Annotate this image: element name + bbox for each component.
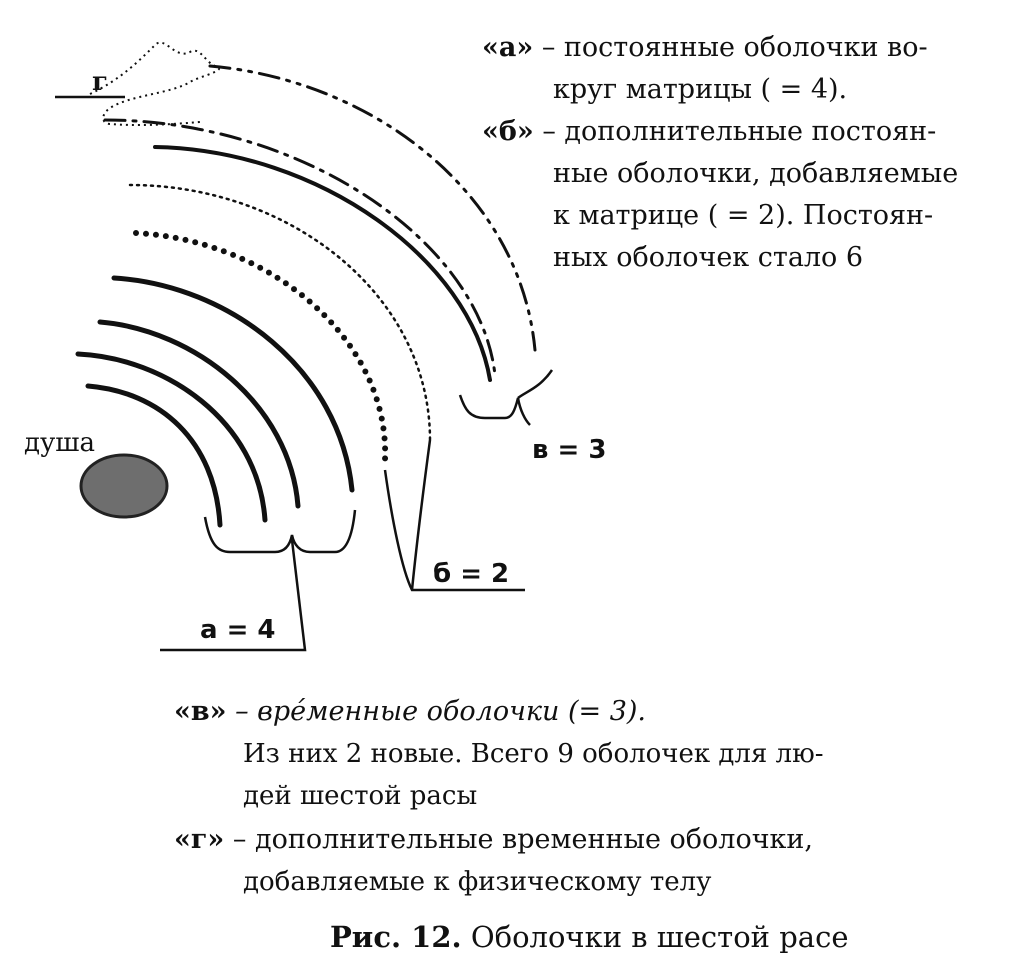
- legend-v-text-1: – вре́менные оболочки (= 3).: [226, 696, 647, 727]
- label-b: б = 2: [433, 559, 510, 589]
- legend-g-key: «г»: [174, 824, 225, 855]
- figure-caption: [330, 920, 848, 954]
- legend-a-text-1: – постоянные оболочки во-: [533, 32, 928, 63]
- legend-v-line-3: дей шестой расы: [243, 781, 478, 811]
- bracket-v: [460, 370, 552, 425]
- legend-a-key: «а»: [482, 32, 534, 63]
- caption-number: Рис. 12.: [330, 920, 462, 954]
- legend-a-line-1: [482, 28, 928, 68]
- label-g: г: [92, 67, 108, 97]
- legend-b-line-1: [482, 112, 936, 152]
- legend-b-key: «б»: [482, 116, 534, 147]
- shell-v-3: [210, 66, 535, 350]
- legend-v-line-2: Из них 2 новые. Всего 9 оболочек для лю-: [243, 739, 824, 769]
- label-v: в = 3: [532, 435, 607, 465]
- shells-v-group: [105, 66, 535, 380]
- shell-v-1: [155, 147, 490, 380]
- legend-b-line-4: ных оболочек стало 6: [553, 242, 864, 273]
- shell-b-1: [136, 233, 385, 460]
- legend-b-line-3: к матрице ( = 2). Постоян-: [553, 200, 934, 231]
- soul-ellipse: [81, 455, 167, 517]
- label-a: а = 4: [200, 615, 276, 645]
- shell-g-dotted: [90, 43, 219, 125]
- legend-g-text-1: – дополнительные временные оболочки,: [224, 824, 814, 855]
- caption-text: Оболочки в шестой расе: [461, 920, 849, 954]
- legend-g-line-1: [174, 820, 813, 860]
- label-soul: душа: [24, 428, 95, 458]
- legend-g-line-2: добавляемые к физическому телу: [243, 867, 712, 897]
- legend-b-text-1: – дополнительные постоян-: [533, 116, 937, 147]
- legend-a-line-2: круг матрицы ( = 4).: [553, 74, 848, 105]
- legend-v-key: «в»: [174, 696, 227, 727]
- legend-b-line-2: ные оболочки, добавляемые: [553, 158, 959, 189]
- legend-v-line-1: [174, 692, 646, 732]
